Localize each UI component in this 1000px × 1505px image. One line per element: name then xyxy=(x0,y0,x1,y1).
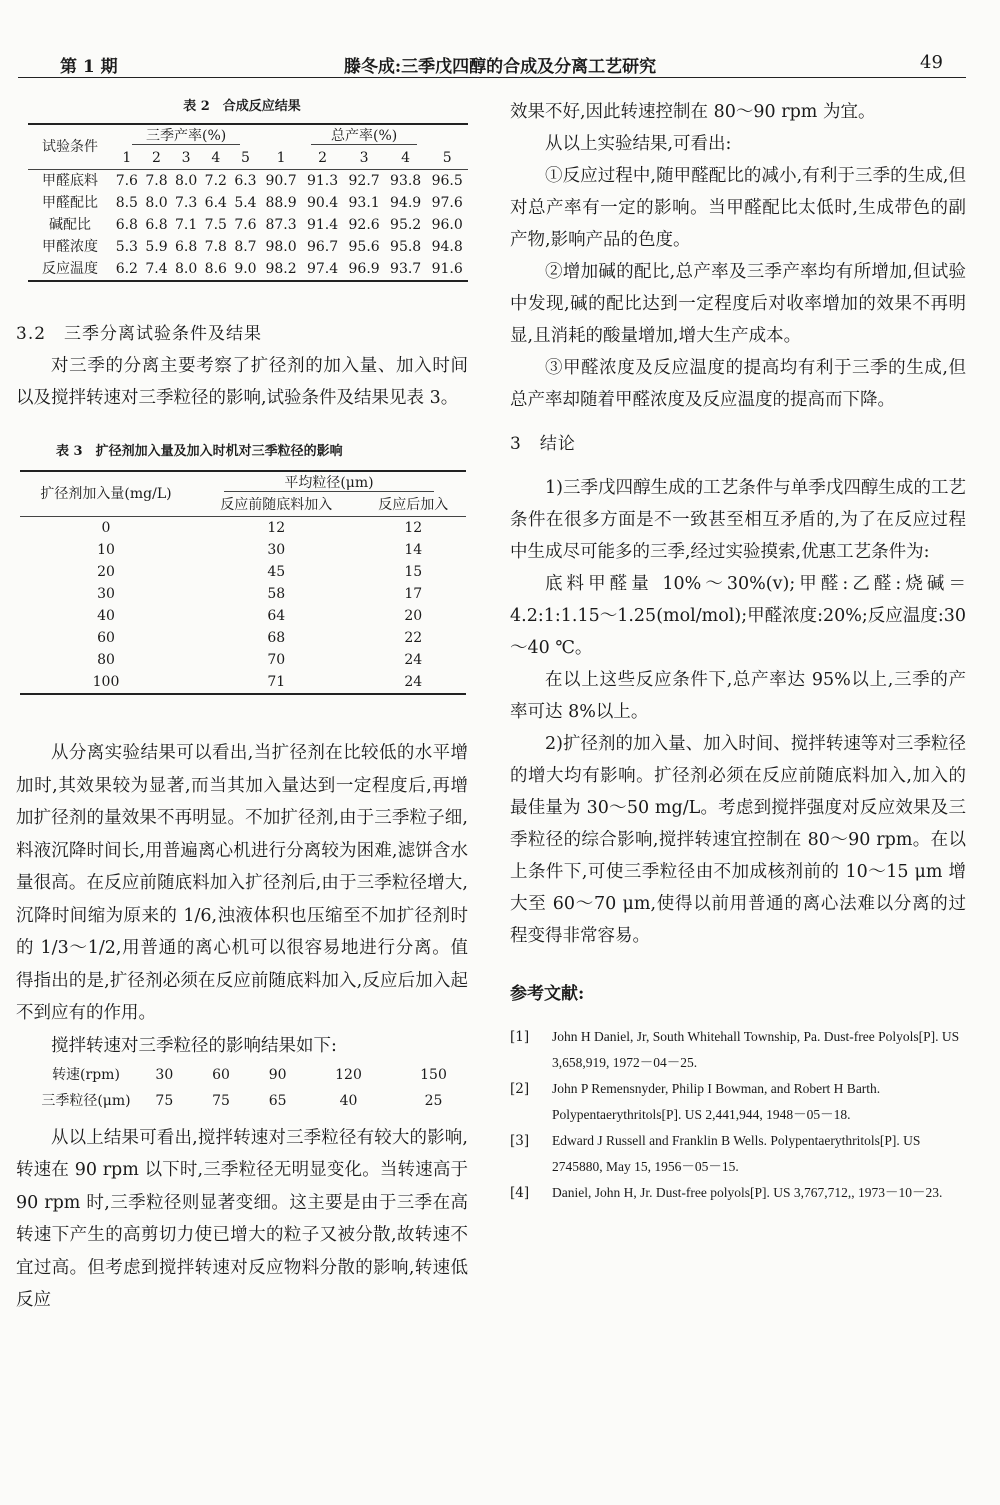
speed-row2-label: 三季粒径(μm) xyxy=(41,1092,131,1109)
table-cell: 98.2 xyxy=(265,261,297,277)
table-cell: 6.8 xyxy=(175,239,198,255)
right-column xyxy=(510,96,966,1206)
table-cell: 45 xyxy=(267,564,286,580)
table-cell: 14 xyxy=(404,542,423,558)
reference-number: [3] xyxy=(510,1133,530,1149)
table-cell: 88.9 xyxy=(265,195,297,211)
speed-cell: 65 xyxy=(268,1092,287,1109)
table-cell: 9.0 xyxy=(234,261,257,277)
table2-body xyxy=(28,170,468,282)
table-cell: 70 xyxy=(267,652,286,668)
table-cell: 7.6 xyxy=(234,217,257,233)
table-row xyxy=(28,258,468,281)
table2-sub-header: 1 xyxy=(276,150,286,166)
left-paragraph-1: 从分离实验结果可以看出,当扩径剂在比较低的水平增加时,其效果较为显著,而当其加入量达到一定程度后,再增加扩径剂的量效果不再明显。不加扩径剂,由于三季粒子细,料液沉降时间长,用普遍离心机进行分离较为困难,滤饼含水量很高。在反应前随底料加入扩径剂后,由于三季粒径增大,沉降时间缩为原来的 1/6,浊液体积也压缩至不加扩径剂时的 1/3～1/2,用普通的离心机可以很容易地进行分离。值得指出的是,扩径剂必须在反应前随底料加入,反应后加入起不到应有的作用。 xyxy=(16,743,468,1023)
table-cell: 8.7 xyxy=(234,239,257,255)
table2-sub-header: 1 xyxy=(122,150,132,166)
speed-cell: 40 xyxy=(339,1092,358,1109)
table-cell: 12 xyxy=(267,520,286,536)
speed-cell: 60 xyxy=(212,1066,230,1083)
table2 xyxy=(28,123,468,282)
table-cell: 97.6 xyxy=(431,195,463,211)
table-cell: 97.4 xyxy=(306,261,339,277)
table-row xyxy=(20,649,466,671)
table-cell: 20 xyxy=(97,564,115,580)
references-title: 参考文献: xyxy=(510,984,585,1004)
table-cell: 24 xyxy=(404,674,423,690)
table2-col-label: 试验条件 xyxy=(28,124,112,170)
reference-item xyxy=(510,1024,966,1076)
table-cell: 96.7 xyxy=(306,239,339,255)
table-cell: 92.6 xyxy=(348,217,380,233)
table-cell: 92.7 xyxy=(348,173,380,189)
table-cell: 91.6 xyxy=(431,261,463,277)
running-title: 滕冬成:三季戊四醇的合成及分离工艺研究 xyxy=(343,57,657,77)
conclusion-conditions: 底料甲醛量 10%～30%(v);甲醛:乙醛:烧碱＝4.2:1:1.15～1.25(mol/mol);甲醛浓度:20%;反应温度:30～40 ℃。 xyxy=(510,574,966,658)
table-cell: 93.1 xyxy=(348,195,380,211)
speed-cell: 150 xyxy=(420,1066,447,1083)
table-cell: 68 xyxy=(267,630,286,646)
speed-cell: 30 xyxy=(155,1066,174,1083)
table2-sub-header: 3 xyxy=(181,150,191,166)
table-cell: 7.5 xyxy=(204,217,227,233)
table-cell: 7.1 xyxy=(175,217,198,233)
table3 xyxy=(20,470,466,695)
reference-item xyxy=(510,1076,966,1128)
table-cell: 30 xyxy=(97,586,115,602)
table-cell: 95.2 xyxy=(390,217,422,233)
table-row xyxy=(20,539,466,561)
table2-sub-header: 2 xyxy=(318,150,328,166)
table-cell: 60 xyxy=(97,630,115,646)
table2-group1: 三季产率(%) xyxy=(112,124,260,147)
table-cell: 30 xyxy=(267,542,286,558)
row-label: 甲醛浓度 xyxy=(42,239,98,255)
table-row xyxy=(28,236,468,258)
table-cell: 8.6 xyxy=(204,261,227,277)
reference-number: [4] xyxy=(510,1185,530,1201)
table-cell: 94.9 xyxy=(390,195,422,211)
right-paragraph-1: 从以上实验结果,可看出: xyxy=(545,134,732,154)
table-cell: 58 xyxy=(267,586,286,602)
table-cell: 80 xyxy=(97,652,115,668)
table2-sub-header: 4 xyxy=(401,150,411,166)
speed-cell: 90 xyxy=(268,1066,287,1083)
table-cell: 98.0 xyxy=(265,239,297,255)
table-cell: 7.6 xyxy=(115,173,138,189)
table-cell: 7.8 xyxy=(204,239,227,255)
table-row xyxy=(28,170,468,193)
table-cell: 93.8 xyxy=(390,173,422,189)
left-paragraph-2: 搅拌转速对三季粒径的影响结果如下: xyxy=(51,1035,337,1056)
table-cell: 15 xyxy=(404,564,423,580)
section-3-2-heading: 3.2 三季分离试验条件及结果 xyxy=(16,324,263,344)
table-cell: 24 xyxy=(404,652,423,668)
page-number: 49 xyxy=(920,52,943,73)
table-row xyxy=(20,671,466,694)
table-cell: 96.9 xyxy=(348,261,380,277)
table-cell: 8.0 xyxy=(175,173,198,189)
issue-label: 第 1 期 xyxy=(60,57,118,77)
table-cell: 5.9 xyxy=(145,239,168,255)
table-cell: 7.2 xyxy=(204,173,227,189)
table-cell: 6.8 xyxy=(115,217,138,233)
reference-number: [2] xyxy=(510,1081,530,1097)
row-label: 反应温度 xyxy=(42,261,98,277)
table-cell: 90.4 xyxy=(306,195,339,211)
speed-table xyxy=(36,1062,476,1114)
table-cell: 93.7 xyxy=(390,261,422,277)
table-cell: 7.3 xyxy=(175,195,198,211)
table2-sub-header: 2 xyxy=(152,150,161,166)
table3-caption: 表 3 扩径剂加入量及加入时机对三季粒径的影响 xyxy=(56,444,343,459)
table-cell: 91.4 xyxy=(306,217,339,233)
reference-number: [1] xyxy=(510,1029,530,1045)
table-cell: 0 xyxy=(101,520,111,536)
header-rule xyxy=(18,77,966,78)
row-label: 甲醛配比 xyxy=(42,195,98,211)
row-label: 甲醛底料 xyxy=(42,173,98,189)
table-cell: 6.2 xyxy=(115,261,138,277)
table-cell: 7.4 xyxy=(145,261,168,277)
table2-sub-header: 5 xyxy=(240,150,250,166)
left-column xyxy=(16,95,468,1317)
table2-sub-header: 5 xyxy=(442,150,452,166)
right-paragraph-0: 效果不好,因此转速控制在 80～90 rpm 为宜。 xyxy=(510,102,876,122)
speed-cell: 75 xyxy=(155,1092,174,1109)
table-cell: 40 xyxy=(97,608,115,624)
table-row xyxy=(20,627,466,649)
table3-sub-before: 反应前随底料加入 xyxy=(220,497,333,513)
reference-text: John H Daniel, Jr, South Whitehall Township, Pa. Dust-free Polyols[P]. US 3,658,919, 1972－04－25. xyxy=(552,1029,960,1070)
table-cell: 95.6 xyxy=(348,239,380,255)
reference-item xyxy=(510,1180,966,1206)
table-cell: 5.4 xyxy=(234,195,257,211)
table-cell: 17 xyxy=(404,586,423,602)
table-cell: 94.8 xyxy=(431,239,463,255)
speed-cell: 75 xyxy=(212,1092,230,1109)
right-paragraph-4: ③甲醛浓度及反应温度的提高均有利于三季的生成,但总产率却随着甲醛浓度及反应温度的提高而下降。 xyxy=(510,358,966,410)
table-cell: 96.0 xyxy=(431,217,463,233)
table2-sub-header: 4 xyxy=(211,150,221,166)
section-3-heading: 3 结论 xyxy=(510,434,576,454)
table-cell: 96.5 xyxy=(431,173,463,189)
row-label: 碱配比 xyxy=(49,217,91,233)
table-cell: 91.3 xyxy=(306,173,339,189)
table3-body xyxy=(20,517,466,695)
right-paragraph-3: ②增加碱的配比,总产率及三季产率均有所增加,但试验中发现,碱的配比达到一定程度后对收率增加的效果不再明显,且消耗的酸量增加,增大生产成本。 xyxy=(510,262,966,346)
table3-col-label: 扩径剂加入量(mg/L) xyxy=(20,471,192,517)
table3-sub-after: 反应后加入 xyxy=(378,497,449,513)
table-cell: 87.3 xyxy=(265,217,297,233)
table-cell: 6.8 xyxy=(145,217,168,233)
table-cell: 95.8 xyxy=(390,239,422,255)
table-row xyxy=(20,583,466,605)
table-cell: 8.0 xyxy=(145,195,168,211)
table-cell: 7.8 xyxy=(145,173,168,189)
table-cell: 71 xyxy=(267,674,286,690)
reference-text: John P Remensnyder, Philip I Bowman, and Robert H Barth. Polypentaerythritols[P]. US 2,441,944, 1948－05－18. xyxy=(552,1081,881,1122)
table-cell: 20 xyxy=(404,608,423,624)
table-cell: 90.7 xyxy=(265,173,297,189)
table2-group2: 总产率(%) xyxy=(260,124,468,147)
table-cell: 5.3 xyxy=(115,239,138,255)
conclusion-1: 1)三季戊四醇生成的工艺条件与单季戊四醇生成的工艺条件在很多方面是不一致甚至相互矛盾的,为了在反应过程中生成尽可能多的三季,经过实验摸索,优惠工艺条件为: xyxy=(510,478,966,562)
table-row xyxy=(20,517,466,540)
table-row xyxy=(20,561,466,583)
table-cell: 64 xyxy=(267,608,286,624)
table-row xyxy=(28,214,468,236)
table-cell: 6.4 xyxy=(204,195,227,211)
table2-sub-header: 3 xyxy=(359,150,369,166)
table-cell: 8.0 xyxy=(175,261,198,277)
table-cell: 10 xyxy=(97,542,115,558)
reference-text: Edward J Russell and Franklin B Wells. Polypentaerythritols[P]. US 2745880, May 15, 1956－05－15. xyxy=(552,1133,921,1174)
table-cell: 100 xyxy=(92,674,120,690)
speed-cell: 25 xyxy=(424,1092,443,1109)
right-paragraph-2: ①反应过程中,随甲醛配比的减小,有利于三季的生成,但对总产率有一定的影响。当甲醛配比太低时,生成带色的副产物,影响产品的色度。 xyxy=(510,166,966,250)
speed-row1-label: 转速(rpm) xyxy=(52,1066,120,1083)
references-list xyxy=(510,1024,966,1206)
table3-group: 平均粒径(μm) xyxy=(192,471,466,494)
table-cell: 6.3 xyxy=(234,173,257,189)
reference-text: Daniel, John H, Jr. Dust-free polyols[P]. US 3,767,712,, 1973－10－23. xyxy=(552,1185,943,1200)
section-3-2-paragraph: 对三季的分离主要考察了扩径剂的加入量、加入时间以及搅拌转速对三季粒径的影响,试验条件及结果见表 3。 xyxy=(16,356,468,408)
speed-cell: 120 xyxy=(335,1066,362,1083)
reference-item xyxy=(510,1128,966,1180)
page-header xyxy=(0,0,1000,80)
table2-caption: 表 2 合成反应结果 xyxy=(183,99,301,114)
table-cell: 12 xyxy=(404,520,423,536)
table-cell: 8.5 xyxy=(115,195,138,211)
conclusion-yield: 在以上这些反应条件下,总产率达 95%以上,三季的产率可达 8%以上。 xyxy=(510,670,966,722)
table-row xyxy=(20,605,466,627)
table-row xyxy=(28,192,468,214)
table-cell: 22 xyxy=(404,630,423,646)
left-paragraph-3: 从以上结果可看出,搅拌转速对三季粒径有较大的影响,转速在 90 rpm 以下时,三季粒径无明显变化。当转速高于 90 rpm 时,三季粒径则显著变细。这主要是由于三季在高转速下产生的高剪切力使已增大的粒子又被分散,故转速不宜过高。但考虑到搅拌转速对反应物料分散的影响,转速低反应 xyxy=(16,1127,468,1310)
conclusion-2: 2)扩径剂的加入量、加入时间、搅拌转速等对三季粒径的增大均有影响。扩径剂必须在反应前随底料加入,加入的最佳量为 30～50 mg/L。考虑到搅拌强度对反应效果及三季粒径的综合影响,搅拌转速宜控制在 80～90 rpm。在以上条件下,可使三季粒径由不加成核剂前的 10～15 μm 增大至 60～70 μm,使得以前用普通的离心法难以分离的过程变得非常容易。 xyxy=(510,734,966,946)
